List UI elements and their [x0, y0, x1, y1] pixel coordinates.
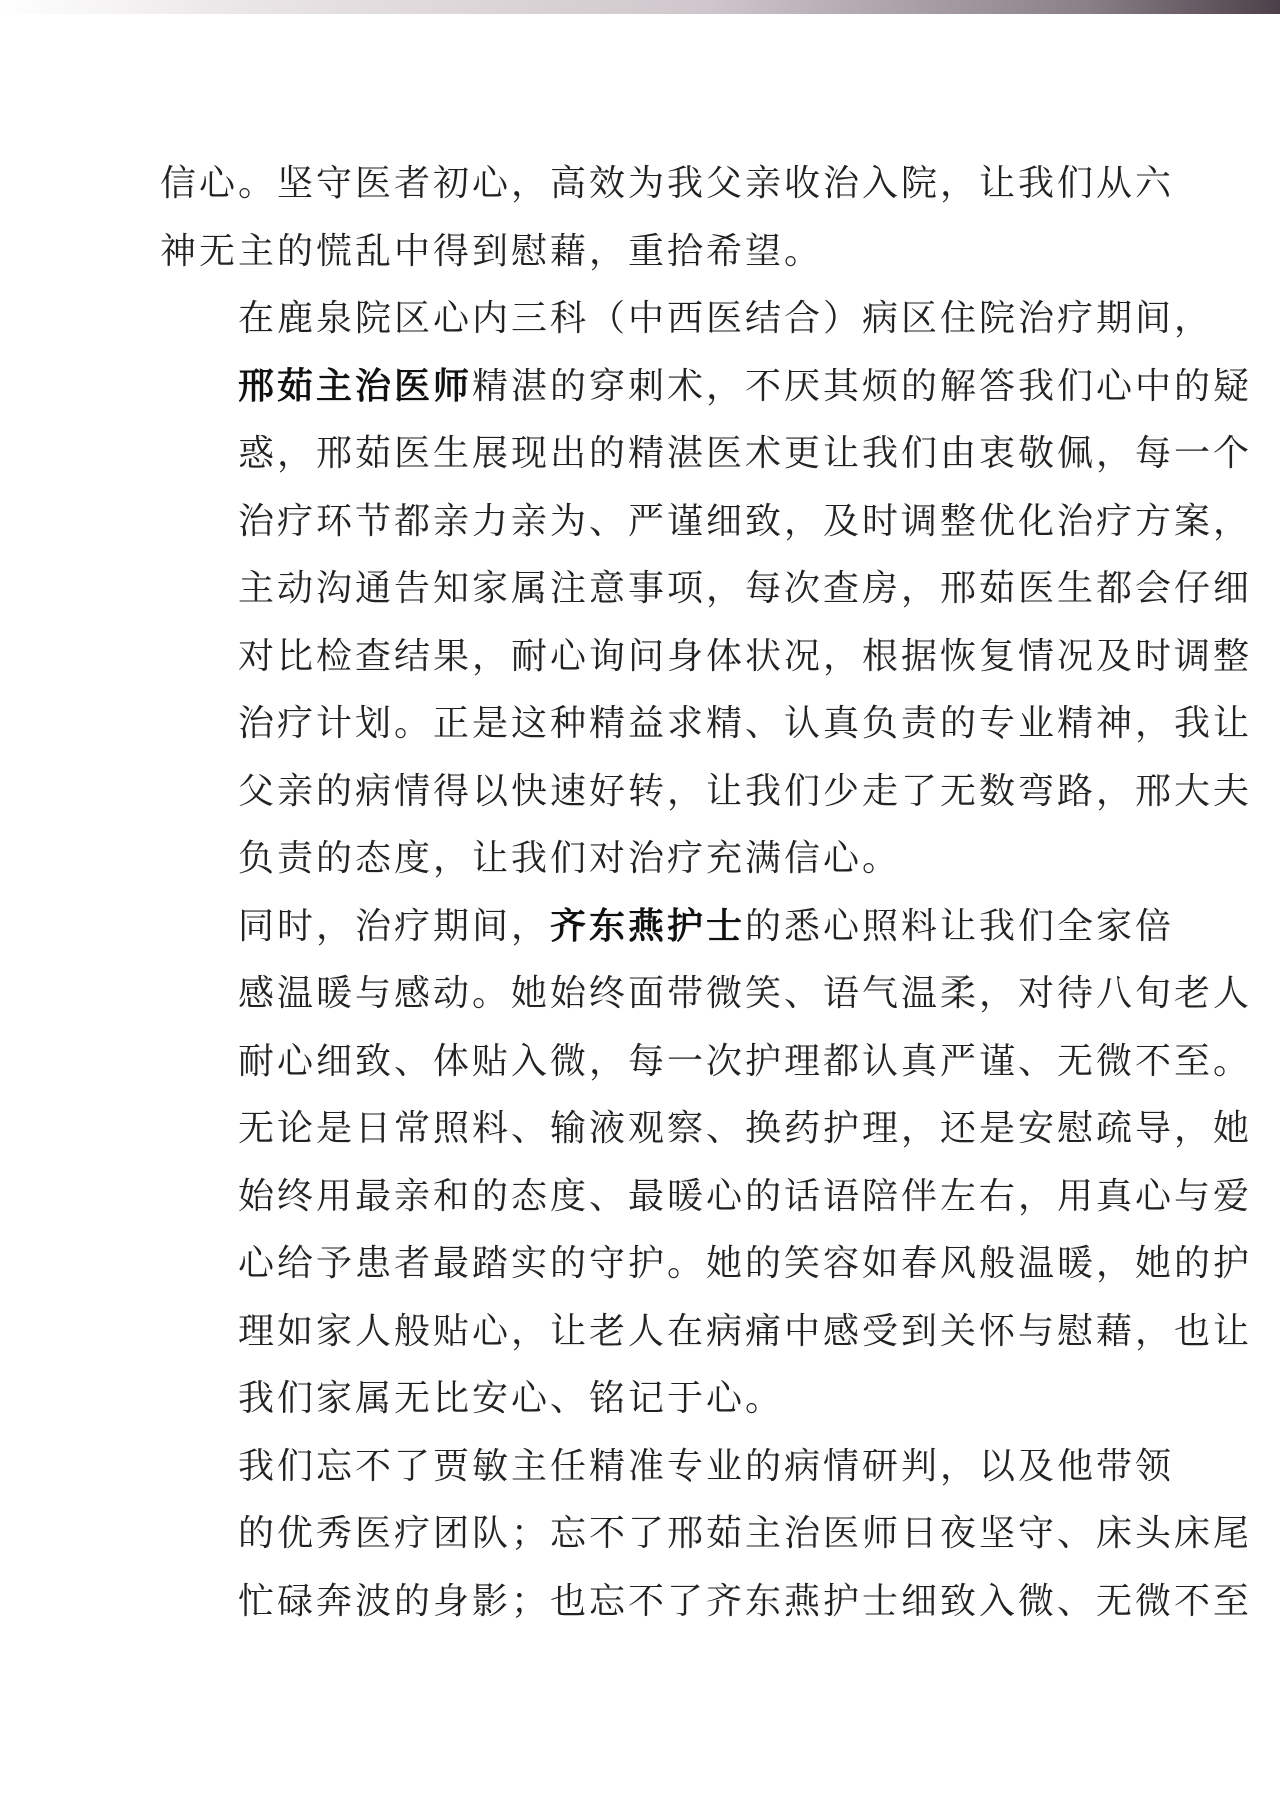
text-line — [160, 960, 1253, 1028]
text-line — [160, 1163, 1253, 1231]
text-segment: 的优秀医疗团队；忘不了邢茹主治医师日夜坚守、床头床尾 — [238, 1513, 1253, 1554]
text-line — [160, 1298, 1253, 1366]
text-segment: 感温暖与感动。她始终面带微笑、语气温柔，对待八旬老人 — [238, 973, 1253, 1014]
text-line — [160, 1230, 1253, 1298]
scan-edge-shadow — [0, 0, 1280, 14]
text-line — [160, 555, 1253, 623]
text-line — [160, 825, 1120, 893]
text-line — [160, 1500, 1253, 1568]
text-line — [160, 353, 1253, 421]
text-line — [160, 893, 1175, 961]
text-line — [160, 1028, 1253, 1096]
text-line — [160, 758, 1253, 826]
text-segment: 惑，邢茹医生展现出的精湛医术更让我们由衷敬佩，每一个 — [238, 433, 1253, 474]
text-segment: 忙碌奔波的身影；也忘不了齐东燕护士细致入微、无微不至 — [238, 1580, 1253, 1622]
text-segment: 理如家人般贴心，让老人在病痛中感受到关怀与慰藉，也让 — [238, 1310, 1253, 1352]
letter-paragraph — [160, 285, 1253, 893]
text-line — [160, 1365, 1120, 1433]
text-segment: 耐心细致、体贴入微，每一次护理都认真严谨、无微不至。 — [238, 1040, 1253, 1082]
highlighted-name: 齐东燕护士 — [550, 904, 746, 947]
highlighted-name: 邢茹主治医师 — [238, 364, 473, 407]
text-segment: 无论是日常照料、输液观察、换药护理，还是安慰疏导，她 — [238, 1108, 1253, 1149]
text-line — [160, 623, 1253, 691]
text-line — [160, 1433, 1175, 1501]
text-segment: 治疗环节都亲力亲为、严谨细致，及时调整优化治疗方案， — [238, 500, 1253, 542]
text-segment: 始终用最亲和的态度、最暖心的话语陪伴左右，用真心与爱 — [238, 1175, 1253, 1217]
text-segment: 在鹿泉院区心内三科（中西医结合）病区住院治疗期间， — [238, 298, 1214, 339]
text-line — [160, 285, 1214, 353]
text-line — [160, 488, 1253, 556]
letter-body — [160, 150, 1253, 1635]
text-line — [160, 690, 1253, 758]
letter-paragraph — [160, 893, 1253, 1433]
text-segment: 父亲的病情得以快速好转，让我们少走了无数弯路，邢大夫 — [238, 770, 1253, 812]
text-line — [160, 150, 1175, 218]
text-line — [160, 1568, 1253, 1636]
text-line — [160, 218, 1120, 286]
text-segment: 负责的态度，让我们对治疗充满信心。 — [238, 838, 902, 879]
text-segment: 精湛的穿刺术，不厌其烦的解答我们心中的疑 — [472, 365, 1253, 407]
text-segment: 主动沟通告知家属注意事项，每次查房，邢茹医生都会仔细 — [238, 568, 1253, 609]
letter-paragraph — [160, 1433, 1253, 1636]
letter-paragraph — [160, 150, 1175, 285]
text-segment: 我们忘不了贾敏主任精准专业的病情研判，以及他带领 — [238, 1445, 1175, 1487]
text-segment: 信心。坚守医者初心，高效为我父亲收治入院，让我们从六 — [160, 163, 1175, 204]
text-segment: 治疗计划。正是这种精益求精、认真负责的专业精神，我让 — [238, 703, 1253, 744]
text-segment: 同时，治疗期间， — [238, 905, 551, 947]
text-line — [160, 1095, 1253, 1163]
text-segment: 的悉心照料让我们全家倍 — [745, 905, 1175, 947]
text-segment: 神无主的慌乱中得到慰藉，重拾希望。 — [160, 230, 824, 272]
text-line — [160, 420, 1253, 488]
text-segment: 心给予患者最踏实的守护。她的笑容如春风般温暖，她的护 — [238, 1243, 1253, 1284]
text-segment: 对比检查结果，耐心询问身体状况，根据恢复情况及时调整 — [238, 635, 1253, 677]
text-segment: 我们家属无比安心、铭记于心。 — [238, 1378, 785, 1419]
